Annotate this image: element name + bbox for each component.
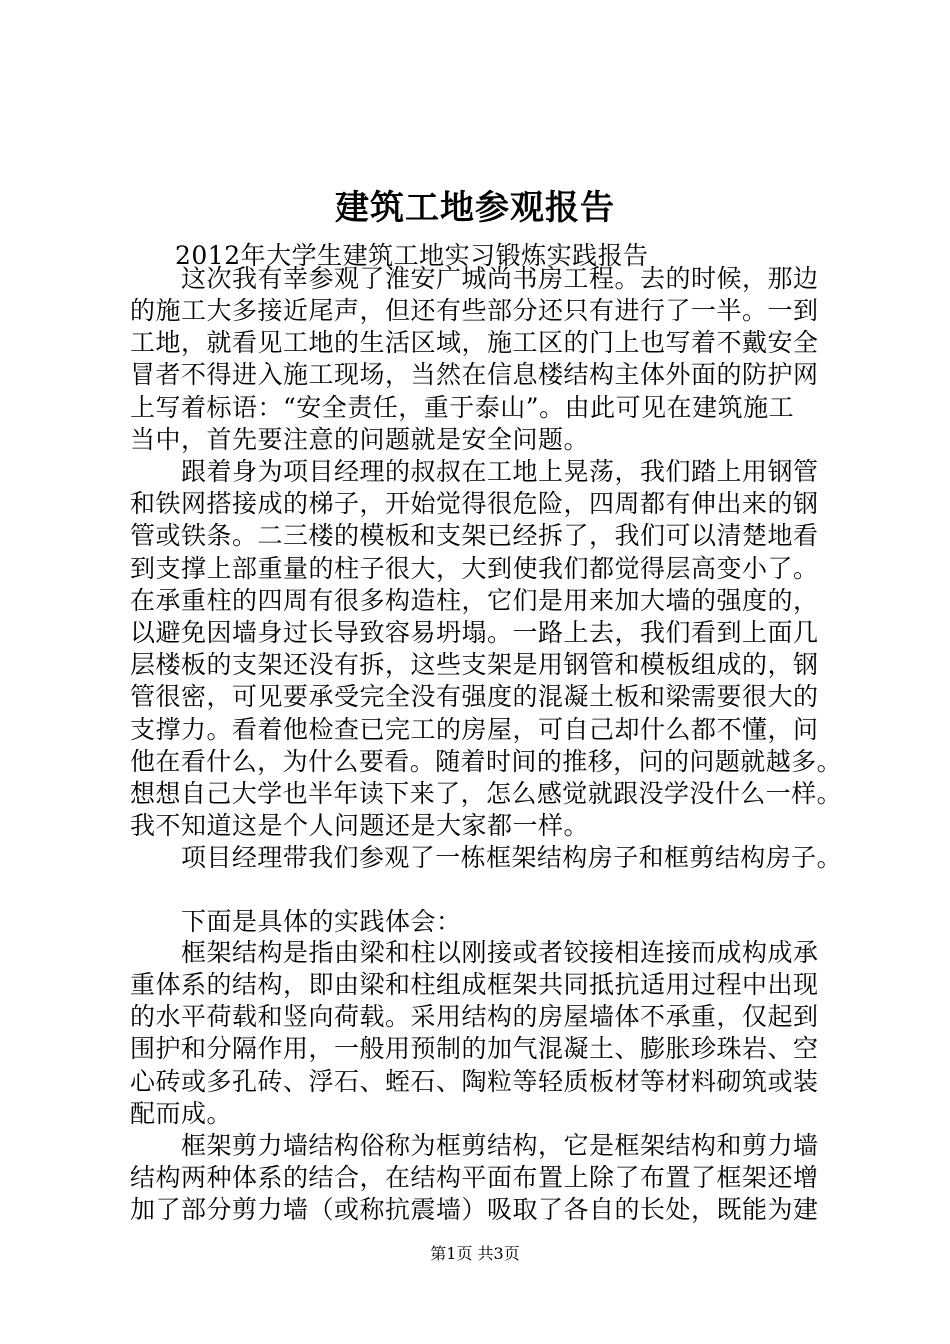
text-line: 加了部分剪力墙（或称抗震墙）吸取了各自的长处，既能为建 — [130, 1195, 819, 1224]
text-line: 支撑力。看着他检查已完工的房屋，可自己却什么都不懂，问 — [130, 715, 819, 744]
text-line: 管或铁条。二三楼的模板和支架已经拆了，我们可以清楚地看 — [130, 521, 819, 550]
text-line: 的施工大多接近尾声，但还有些部分还只有进行了一半。一到 — [130, 296, 819, 325]
text-line: 冒者不得进入施工现场，当然在信息楼结构主体外面的防护网 — [130, 360, 819, 389]
text-line: 重体系的结构，即由梁和柱组成框架共同抵抗适用过程中出现 — [130, 970, 819, 999]
text-line: 的水平荷载和竖向荷载。采用结构的房屋墙体不承重，仅起到 — [130, 1002, 819, 1031]
text-line: 我不知道这是个人问题还是大家都一样。 — [130, 811, 590, 840]
text-line: 跟着身为项目经理的叔叔在工地上晃荡，我们踏上用钢管 — [181, 457, 819, 486]
text-line: 结构两种体系的结合，在结构平面布置上除了布置了框架还增 — [130, 1163, 819, 1192]
text-line: 心砖或多孔砖、浮石、蛭石、陶粒等轻质板材等材料砌筑或装 — [130, 1067, 819, 1096]
text-line: 上写着标语：“安全责任，重于泰山”。由此可见在建筑施工 — [130, 393, 795, 422]
text-line: 这次我有幸参观了淮安广城尚书房工程。去的时候，那边 — [181, 264, 819, 293]
text-line: 到支撑上部重量的柱子很大，大到使我们都觉得层高变小了。 — [130, 554, 819, 583]
text-line: 他在看什么，为什么要看。随着时间的推移，问的问题就越多。 — [130, 747, 843, 776]
text-line: 当中，首先要注意的问题就是安全问题。 — [130, 425, 590, 454]
text-line: 工地，就看见工地的生活区域，施工区的门上也写着不戴安全 — [130, 328, 819, 357]
text-line: 框架剪力墙结构俗称为框剪结构，它是框架结构和剪力墙 — [181, 1131, 819, 1160]
text-line: 管很密，可见要承受完全没有强度的混凝土板和梁需要很大的 — [130, 682, 819, 711]
text-line: 下面是具体的实践体会： — [181, 907, 462, 936]
text-line: 围护和分隔作用，一般用预制的加气混凝土、膨胀珍珠岩、空 — [130, 1034, 819, 1063]
text-line: 项目经理带我们参观了一栋框架结构房子和框剪结构房子。 — [181, 843, 843, 872]
document-title: 建筑工地参观报告 — [335, 188, 615, 228]
page-footer: 第1页 共3页 — [430, 1244, 520, 1263]
text-line: 配而成。 — [130, 1099, 233, 1128]
text-line: 框架结构是指由梁和柱以刚接或者铰接相连接而成构成承 — [181, 938, 819, 967]
text-line: 层楼板的支架还没有拆，这些支架是用钢管和模板组成的，钢 — [130, 650, 819, 679]
text-line: 以避免因墙身过长导致容易坍塌。一路上去，我们看到上面几 — [130, 618, 819, 647]
text-line: 想想自己大学也半年读下来了，怎么感觉就跟没学没什么一样。 — [130, 779, 843, 808]
subtitle-line: 2012年大学生建筑工地实习锻炼实践报告 — [175, 241, 649, 270]
text-line: 和铁网搭接成的梯子，开始觉得很危险，四周都有伸出来的钢 — [130, 489, 819, 518]
text-line: 在承重柱的四周有很多构造柱，它们是用来加大墙的强度的， — [130, 586, 819, 615]
